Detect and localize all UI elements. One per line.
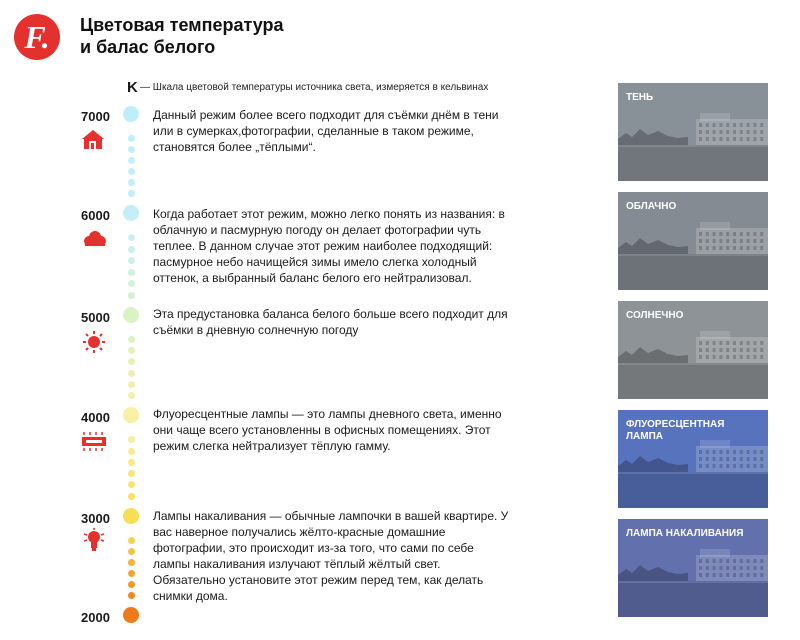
scale-dot-small	[128, 336, 135, 343]
kelvin-label-4000: 4000	[81, 410, 110, 425]
photo-window	[760, 355, 763, 359]
scale-dot-small	[128, 347, 135, 354]
scale-dot-large	[123, 407, 139, 423]
photo-window	[699, 246, 702, 250]
photo-window	[733, 232, 736, 236]
photo-window	[706, 232, 709, 236]
photo-window	[706, 464, 709, 468]
photo-window	[760, 348, 763, 352]
photo-window	[740, 450, 743, 454]
scale-dot-large	[123, 205, 139, 221]
photo-window	[719, 566, 722, 570]
description-5000: Эта предустановка баланса белого больше всего подходит для съёмки в дневную солнечную погоду	[153, 307, 508, 337]
scale-dot-small	[128, 370, 135, 377]
scale-dot-small	[128, 581, 135, 588]
photo-window	[760, 559, 763, 563]
photo-window	[706, 348, 709, 352]
photo-window	[706, 123, 709, 127]
photo-window	[713, 239, 716, 243]
photo-window	[706, 450, 709, 454]
scale-dot-small	[128, 559, 135, 566]
photo-window	[699, 137, 702, 141]
scale-dot-small	[128, 481, 135, 488]
photo-window	[733, 355, 736, 359]
photo-window	[760, 232, 763, 236]
photo-window	[760, 137, 763, 141]
photo-window	[726, 232, 729, 236]
photo-window	[726, 123, 729, 127]
photo-window	[699, 566, 702, 570]
photo-window	[753, 341, 756, 345]
photo-river	[618, 145, 768, 181]
scale-dot-small	[128, 436, 135, 443]
photo-window	[747, 566, 750, 570]
photo-window	[760, 464, 763, 468]
photo-window	[726, 559, 729, 563]
photo-window	[740, 355, 743, 359]
photo-window	[726, 130, 729, 134]
photo-window	[713, 355, 716, 359]
sun-icon	[80, 330, 108, 354]
photo-window	[726, 450, 729, 454]
photo-embankment	[618, 581, 768, 583]
thumbnail-sunny	[618, 301, 768, 399]
photo-window	[699, 450, 702, 454]
photo-window	[753, 123, 756, 127]
photo-window	[740, 246, 743, 250]
photo-window	[713, 246, 716, 250]
photo-window	[747, 137, 750, 141]
photo-window	[760, 246, 763, 250]
house-icon	[80, 128, 108, 152]
scale-dot-small	[128, 157, 135, 164]
photo-window	[726, 457, 729, 461]
photo-window	[747, 464, 750, 468]
photo-window	[719, 123, 722, 127]
photo-window	[740, 464, 743, 468]
photo-window	[760, 130, 763, 134]
photo-window	[733, 341, 736, 345]
photo-window	[740, 341, 743, 345]
photo-window	[699, 123, 702, 127]
photo-window	[699, 130, 702, 134]
photo-window	[747, 232, 750, 236]
photo-window	[760, 457, 763, 461]
photo-window	[699, 239, 702, 243]
photo-window	[753, 355, 756, 359]
photo-window	[719, 348, 722, 352]
thumbnail-cloudy	[618, 192, 768, 290]
photo-window	[753, 457, 756, 461]
photo-window	[713, 559, 716, 563]
photo-embankment	[618, 254, 768, 256]
photo-window	[760, 239, 763, 243]
title-line-2: и балас белого	[80, 37, 216, 57]
kelvin-letter: K	[127, 79, 138, 96]
photo-window	[740, 348, 743, 352]
logo: F.	[14, 14, 60, 60]
photo-window	[713, 573, 716, 577]
photo-building-roof	[700, 549, 730, 557]
photo-window	[699, 464, 702, 468]
photo-window	[719, 137, 722, 141]
photo-window	[733, 239, 736, 243]
photo-window	[726, 246, 729, 250]
scale-dot-small	[128, 190, 135, 197]
photo-window	[740, 232, 743, 236]
photo-window	[733, 450, 736, 454]
kelvin-label-7000: 7000	[81, 109, 110, 124]
cloud-icon	[80, 228, 108, 252]
photo-window	[706, 559, 709, 563]
photo-window	[747, 239, 750, 243]
photo-window	[740, 457, 743, 461]
photo-building-roof	[700, 331, 730, 339]
photo-window	[719, 464, 722, 468]
photo-window	[726, 348, 729, 352]
photo-window	[760, 573, 763, 577]
photo-window	[706, 566, 709, 570]
photo-window	[719, 246, 722, 250]
photo-window	[733, 348, 736, 352]
photo-window	[713, 137, 716, 141]
light-bulb-icon	[80, 528, 108, 552]
photo-river	[618, 254, 768, 290]
scale-dot-small	[128, 234, 135, 241]
scale-dot-small	[128, 548, 135, 555]
scale-caption: — Шкала цветовой температуры источника света, измеряется в кельвинах	[140, 82, 489, 93]
photo-embankment	[618, 363, 768, 365]
photo-window	[733, 246, 736, 250]
photo-window	[740, 123, 743, 127]
photo-window	[719, 341, 722, 345]
photo-window	[706, 130, 709, 134]
photo-river	[618, 363, 768, 399]
photo-window	[753, 239, 756, 243]
photo-window	[760, 341, 763, 345]
photo-building-roof	[700, 113, 730, 121]
photo-window	[719, 355, 722, 359]
photo-window	[740, 137, 743, 141]
scale-dot-small	[128, 257, 135, 264]
scale-dot-small	[128, 470, 135, 477]
photo-window	[753, 559, 756, 563]
scale-dot-small	[128, 179, 135, 186]
scale-dot-small	[128, 292, 135, 299]
scale-dot-small	[128, 146, 135, 153]
scale-dot-small	[128, 537, 135, 544]
thumbnail-incandescent	[618, 519, 768, 617]
scale-dot-large	[123, 607, 139, 623]
photo-window	[713, 450, 716, 454]
photo-window	[706, 239, 709, 243]
photo-window	[733, 123, 736, 127]
photo-window	[747, 559, 750, 563]
photo-window	[719, 457, 722, 461]
description-4000: Флуоресцентные лампы — это лампы дневного света, именно они чаще всего установленны в офисных помещениях. Этот режим слегка нейтрализует тёплую гамму.	[153, 407, 502, 453]
scale-dot-small	[128, 448, 135, 455]
kelvin-label-6000: 6000	[81, 208, 110, 223]
photo-building-roof	[700, 222, 730, 230]
thumbnail-fluorescent	[618, 410, 768, 508]
description-3000: Лампы накаливания — обычные лампочки в вашей квартире. У вас наверное получались жёлто-красные домашние фотографии, это происходит из-за того, что сами по себе лампы накаливания излучают тёплый жёлтый свет. Обязательно установите этот режим перед тем, как делать снимки дома.	[153, 509, 509, 603]
photo-window	[753, 130, 756, 134]
photo-window	[747, 246, 750, 250]
photo-window	[733, 573, 736, 577]
photo-river	[618, 581, 768, 617]
photo-window	[740, 573, 743, 577]
photo-window	[760, 566, 763, 570]
photo-river	[618, 472, 768, 508]
photo-window	[719, 573, 722, 577]
photo-window	[733, 559, 736, 563]
kelvin-label-5000: 5000	[81, 310, 110, 325]
fluorescent-lamp-icon	[80, 430, 108, 454]
photo-window	[713, 123, 716, 127]
photo-window	[726, 464, 729, 468]
scale-dot-small	[128, 168, 135, 175]
photo-window	[733, 566, 736, 570]
scale-dot-small	[128, 358, 135, 365]
scale-dot-small	[128, 592, 135, 599]
photo-window	[719, 450, 722, 454]
scale-dot-small	[128, 269, 135, 276]
photo-window	[726, 566, 729, 570]
photo-window	[726, 137, 729, 141]
photo-window	[740, 239, 743, 243]
photo-window	[699, 559, 702, 563]
description-6000: Когда работает этот режим, можно легко понять из названия: в облачную и пасмурную погоду он делает фотографии чуть теплее. В данном случае этот режим наиболее подходящий: пасмурное небо начищейся зимы имело слегка холодный оттенок, а выбранный баланс белого его нейтрализовал.	[153, 207, 505, 285]
photo-window	[719, 559, 722, 563]
photo-window	[706, 573, 709, 577]
photo-window	[706, 355, 709, 359]
thumbnail-label: ФЛУОРЕСЦЕНТНАЯ ЛАМПА	[626, 419, 725, 442]
photo-window	[699, 573, 702, 577]
photo-window	[753, 464, 756, 468]
scale-dot-small	[128, 570, 135, 577]
thumbnail-label: ОБЛАЧНО	[626, 201, 677, 212]
photo-window	[733, 457, 736, 461]
photo-window	[726, 239, 729, 243]
photo-window	[733, 130, 736, 134]
photo-window	[726, 341, 729, 345]
photo-window	[747, 573, 750, 577]
photo-window	[740, 559, 743, 563]
thumbnail-label: ТЕНЬ	[626, 92, 654, 103]
thumbnail-shade	[618, 83, 768, 181]
scale-dot-small	[128, 493, 135, 500]
thumbnail-label: СОЛНЕЧНО	[626, 310, 684, 321]
photo-window	[713, 457, 716, 461]
photo-window	[753, 137, 756, 141]
scale-dot-small	[128, 135, 135, 142]
photo-window	[719, 232, 722, 236]
photo-window	[753, 246, 756, 250]
scale-dot-large	[123, 307, 139, 323]
scale-dot-small	[128, 280, 135, 287]
photo-window	[740, 130, 743, 134]
description-7000: Данный режим более всего подходит для съёмки днём в тени или в сумерках,фотографии, сделанные в таком режиме, становятся более „тёплыми“.	[153, 108, 499, 154]
page-title	[80, 14, 284, 58]
photo-window	[747, 457, 750, 461]
photo-window	[699, 457, 702, 461]
photo-window	[713, 130, 716, 134]
photo-window	[706, 246, 709, 250]
scale-dot-large	[123, 106, 139, 122]
photo-embankment	[618, 472, 768, 474]
kelvin-label-2000: 2000	[81, 610, 110, 625]
scale-dot-small	[128, 381, 135, 388]
photo-window	[706, 341, 709, 345]
scale-dot-small	[128, 246, 135, 253]
photo-window	[726, 573, 729, 577]
photo-window	[699, 232, 702, 236]
photo-window	[726, 355, 729, 359]
photo-window	[706, 457, 709, 461]
photo-window	[760, 450, 763, 454]
photo-window	[713, 232, 716, 236]
photo-window	[747, 341, 750, 345]
photo-window	[713, 464, 716, 468]
title-line-1: Цветовая температура	[80, 15, 284, 35]
photo-embankment	[618, 145, 768, 147]
photo-window	[719, 130, 722, 134]
photo-window	[699, 341, 702, 345]
photo-window	[740, 566, 743, 570]
photo-window	[706, 137, 709, 141]
photo-window	[747, 355, 750, 359]
photo-window	[699, 348, 702, 352]
photo-window	[713, 348, 716, 352]
photo-window	[753, 566, 756, 570]
thumbnail-label: ЛАМПА НАКАЛИВАНИЯ	[626, 528, 744, 539]
photo-window	[753, 348, 756, 352]
photo-window	[747, 450, 750, 454]
photo-window	[760, 123, 763, 127]
photo-window	[713, 566, 716, 570]
scale-dot-large	[123, 508, 139, 524]
photo-window	[747, 130, 750, 134]
photo-window	[733, 137, 736, 141]
kelvin-label-3000: 3000	[81, 511, 110, 526]
photo-window	[747, 348, 750, 352]
photo-window	[699, 355, 702, 359]
photo-window	[753, 450, 756, 454]
photo-window	[733, 464, 736, 468]
photo-window	[713, 341, 716, 345]
photo-window	[753, 573, 756, 577]
scale-dot-small	[128, 459, 135, 466]
photo-window	[753, 232, 756, 236]
scale-dot-small	[128, 392, 135, 399]
photo-window	[719, 239, 722, 243]
photo-window	[747, 123, 750, 127]
